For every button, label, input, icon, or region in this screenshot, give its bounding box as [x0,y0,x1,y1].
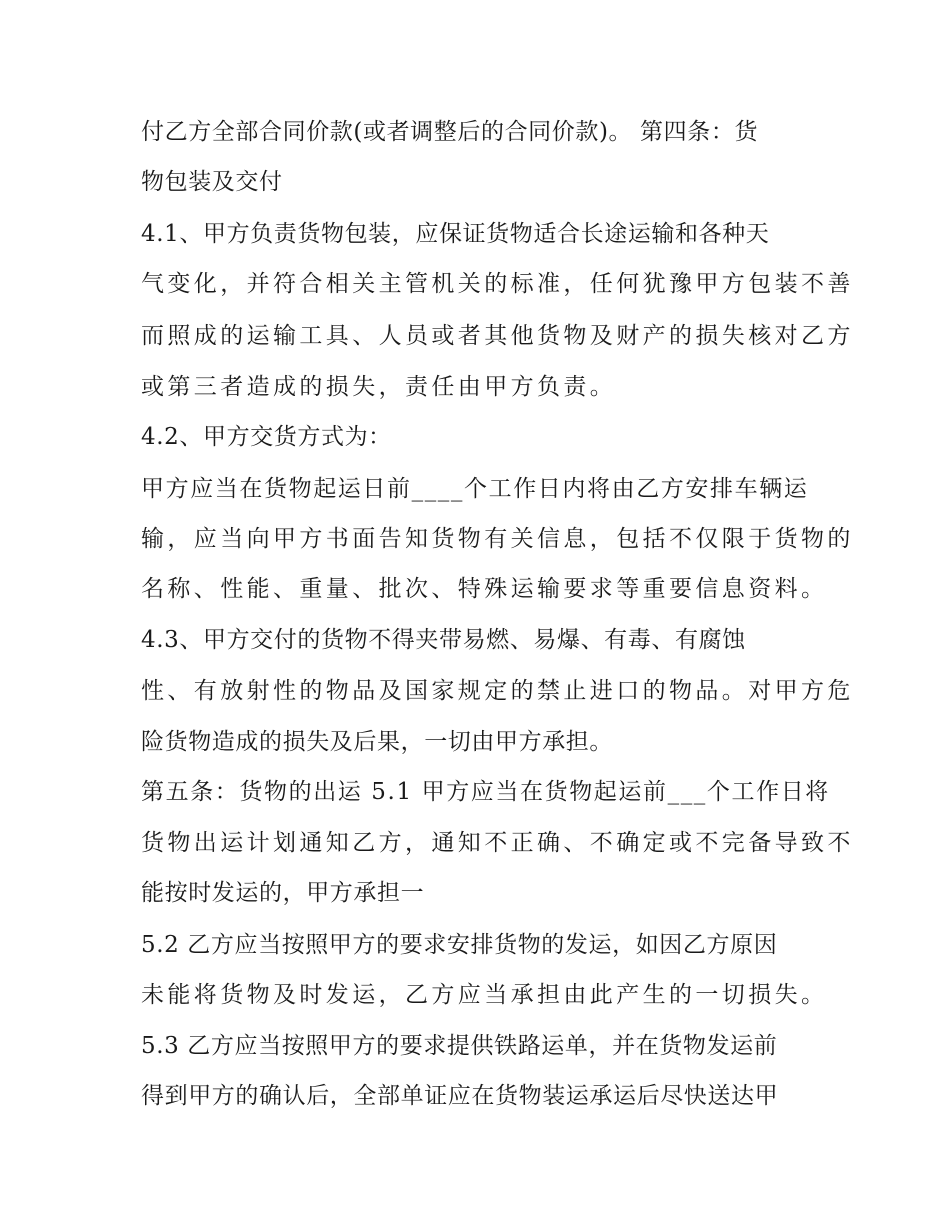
text-line: 5.3 乙方应当按照甲方的要求提供铁路运单，并在货物发运前 [141,1033,778,1059]
text-line: 付乙方全部合同价款(或者调整后的合同价款)。 第四条：货 [141,119,759,145]
text-line: 输，应当向甲方书面告知货物有关信息，包括不仅限于货物的 [141,526,854,552]
text-line: 险货物造成的损失及后果，一切由甲方承担。 [141,729,613,755]
text-line: 性、有放射性的物品及国家规定的禁止进口的物品。对甲方危 [141,678,854,704]
text-line: 甲方应当在货物起运日前____个工作日内将由乙方安排车辆运 [141,476,809,502]
text-line: 或第三者造成的损失，责任由甲方负责。 [141,374,617,400]
text-line: 4.2、甲方交货方式为： [141,424,392,450]
text-line: 货物出运计划通知乙方，通知不正确、不确定或不完备导致不 [141,830,854,856]
text-line: 4.3、甲方交付的货物不得夹带易燃、易爆、有毒、有腐蚀 [141,627,746,653]
text-line: 得到甲方的确认后，全部单证应在货物装运承运后尽快送达甲 [141,1083,779,1109]
text-line: 名称、性能、重量、批次、特殊运输要求等重要信息资料。 [141,576,828,602]
text-line: 5.2 乙方应当按照甲方的要求安排货物的发运，如因乙方原因 [141,932,778,958]
text-line: 气变化，并符合相关主管机关的标准，任何犹豫甲方包装不善 [141,271,854,297]
text-line: 未能将货物及时发运，乙方应当承担由此产生的一切损失。 [141,982,828,1008]
text-line: 能按时发运的，甲方承担一 [141,880,425,906]
text-line: 4.1、甲方负责货物包装，应保证货物适合长途运输和各种天 [141,221,770,247]
text-line: 而照成的运输工具、人员或者其他货物及财产的损失核对乙方 [141,323,854,349]
text-line: 物包装及交付 [141,169,283,195]
text-line: 第五条：货物的出运 5.1 甲方应当在货物起运前___个工作日将 [141,779,830,805]
